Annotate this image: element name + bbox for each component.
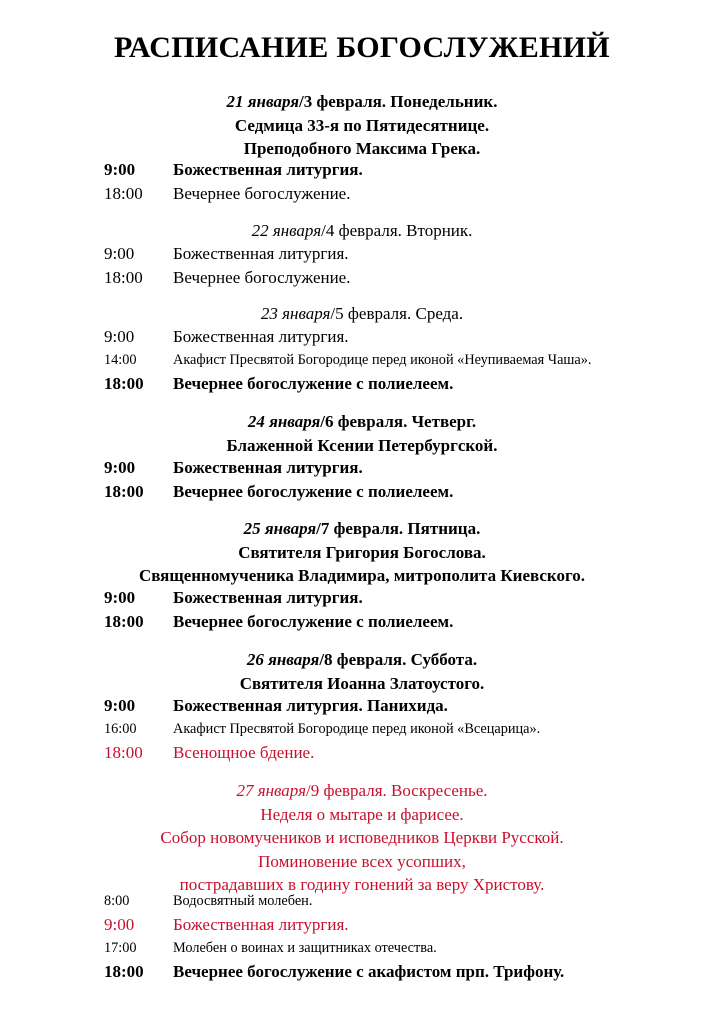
service-row <box>0 182 724 206</box>
service-time: 18:00 <box>104 373 144 393</box>
service-time: 9:00 <box>104 915 135 934</box>
day-feast-line: Собор новомучеников и исповедников Церкви Русской. <box>160 828 564 847</box>
date-old: 25 января <box>243 519 317 538</box>
date-new: /4 февраля. Вторник. <box>321 221 473 240</box>
service-time: 9:00 <box>104 458 136 477</box>
service-desc: Всенощное бдение. <box>173 742 315 762</box>
day-heading <box>0 517 724 541</box>
service-list-7 <box>0 890 724 983</box>
service-desc: Божественная литургия. <box>173 327 349 346</box>
day-feast-line: Седмица 33-я по Пятидесятнице. <box>234 115 490 135</box>
service-row <box>0 242 724 266</box>
service-list-2 <box>0 242 724 289</box>
page-title: РАСПИСАНИЕ БОГОСЛУЖЕНИЙ <box>114 31 610 64</box>
service-time: 18:00 <box>104 611 144 631</box>
day-feast-line: пострадавших в годину гонений за веру Христову. <box>179 875 545 894</box>
day-feast-line: Святителя Григория Богослова. <box>238 542 486 562</box>
service-list-3 <box>0 325 724 395</box>
service-desc: Вечернее богослужение с полиелеем. <box>173 611 454 631</box>
service-desc: Божественная литургия. <box>173 588 363 607</box>
day-feast-line: Неделя о мытаре и фарисее. <box>260 804 464 824</box>
service-time: 8:00 <box>104 893 130 909</box>
service-row <box>0 266 724 290</box>
service-row <box>0 741 724 765</box>
service-time: 16:00 <box>104 720 137 737</box>
day-heading <box>0 648 724 672</box>
day-feast-line: Святителя Иоанна Златоустого. <box>239 673 485 693</box>
day-block-5 <box>0 517 724 588</box>
day-heading <box>0 410 724 434</box>
service-desc: Водосвятный молебен. <box>173 893 313 909</box>
service-time: 14:00 <box>104 351 137 368</box>
service-desc: Вечернее богослужение. <box>173 267 351 287</box>
service-time: 18:00 <box>104 961 144 981</box>
service-row <box>0 913 724 937</box>
day-feast-line: Поминовение всех усопших, <box>258 851 466 871</box>
service-row <box>0 718 724 741</box>
date-new: /8 февраля. Суббота. <box>319 650 478 669</box>
service-row <box>0 610 724 634</box>
service-time: 9:00 <box>104 588 136 607</box>
service-time: 18:00 <box>104 481 144 501</box>
date-old: 26 января <box>246 650 320 669</box>
day-block-1 <box>0 90 724 161</box>
date-old: 23 января <box>260 304 331 323</box>
day-block-6 <box>0 648 724 695</box>
service-desc: Божественная литургия. <box>173 915 349 934</box>
service-time: 9:00 <box>104 696 136 715</box>
service-time: 9:00 <box>104 244 135 263</box>
date-new: /5 февраля. Среда. <box>330 304 464 323</box>
day-feast-line: Преподобного Максима Грека. <box>243 139 481 158</box>
service-list-6 <box>0 694 724 764</box>
day-heading <box>0 779 724 803</box>
service-time: 17:00 <box>104 939 137 956</box>
service-desc: Божественная литургия. <box>173 458 363 477</box>
service-desc: Вечернее богослужение с полиелеем. <box>173 373 454 393</box>
day-feast-line: Священномученика Владимира, митрополита Киевского. <box>138 566 586 585</box>
service-row <box>0 372 724 396</box>
service-desc: Вечернее богослужение с акафистом прп. Трифону. <box>173 961 565 981</box>
day-heading <box>0 302 724 326</box>
service-time: 18:00 <box>104 183 143 203</box>
day-heading <box>0 90 724 114</box>
service-desc: Божественная литургия. Панихида. <box>173 696 448 715</box>
service-desc: Вечернее богослужение с полиелеем. <box>173 481 454 501</box>
service-time: 9:00 <box>104 160 136 179</box>
service-row <box>0 694 724 718</box>
service-desc: Акафист Пресвятой Богородице перед иконой «Всецарица». <box>173 720 541 737</box>
service-desc: Вечернее богослужение. <box>173 183 351 203</box>
service-desc: Акафист Пресвятой Богородице перед иконой «Неупиваемая Чаша». <box>173 351 592 368</box>
date-new: /9 февраля. Воскресенье. <box>305 781 488 800</box>
day-block-2 <box>0 219 724 243</box>
day-block-3 <box>0 302 724 326</box>
service-desc: Молебен о воинах и защитниках отечества. <box>173 939 437 956</box>
day-feast-line: Блаженной Ксении Петербургской. <box>226 435 498 455</box>
service-list-4 <box>0 456 724 503</box>
service-row <box>0 158 724 182</box>
service-row <box>0 480 724 504</box>
service-desc: Божественная литургия. <box>173 244 349 263</box>
service-row <box>0 456 724 480</box>
service-desc: Божественная литургия. <box>173 160 363 179</box>
service-row <box>0 890 724 913</box>
date-old: 27 января <box>236 781 306 800</box>
date-new: /3 февраля. Понедельник. <box>299 92 498 111</box>
service-time: 9:00 <box>104 327 135 346</box>
day-block-4 <box>0 410 724 457</box>
date-new: /6 февраля. Четверг. <box>320 412 477 431</box>
service-list-1 <box>0 158 724 205</box>
service-row <box>0 960 724 984</box>
service-row <box>0 586 724 610</box>
date-new: /7 февраля. Пятница. <box>316 519 481 538</box>
day-heading <box>0 219 724 243</box>
service-row <box>0 325 724 349</box>
service-list-5 <box>0 586 724 633</box>
date-old: 24 января <box>247 412 321 431</box>
service-time: 18:00 <box>104 267 143 287</box>
service-row <box>0 349 724 372</box>
day-block-7 <box>0 779 724 897</box>
date-old: 22 января <box>251 221 322 240</box>
service-row <box>0 937 724 960</box>
service-time: 18:00 <box>104 742 143 762</box>
date-old: 21 января <box>226 92 299 111</box>
